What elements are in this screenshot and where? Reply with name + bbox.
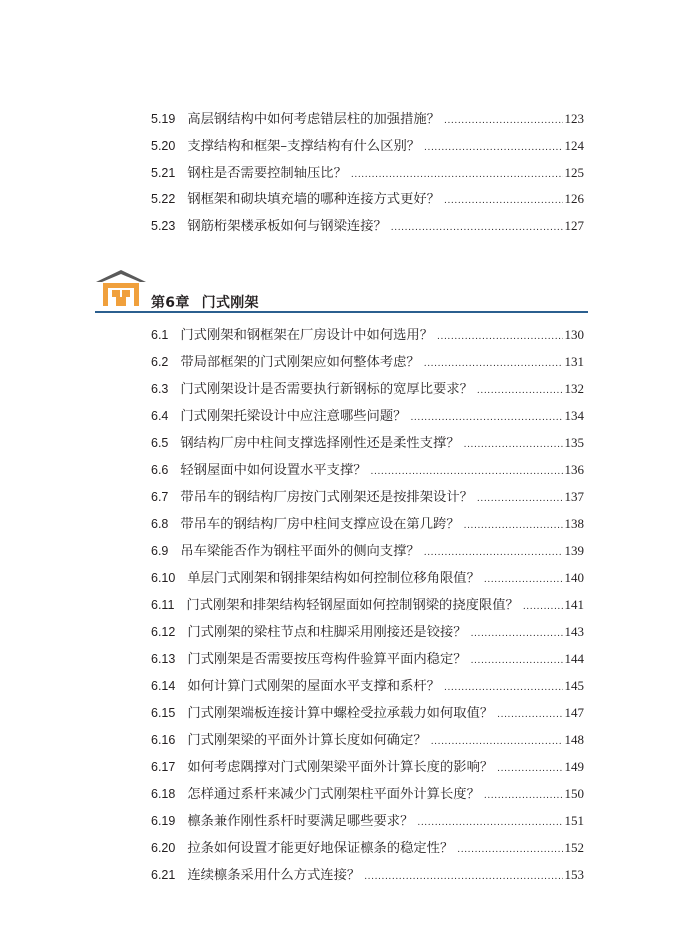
toc-entry-number: 5.20 — [151, 138, 176, 153]
toc-leader-dots — [464, 513, 563, 540]
toc-entry-page: 123 — [564, 111, 584, 126]
toc-entry[interactable] — [151, 510, 584, 537]
toc-leader-dots — [477, 378, 563, 405]
toc-leader-dots — [424, 135, 562, 162]
toc-entry-page: 144 — [564, 651, 584, 666]
toc-entry-number: 6.18 — [151, 787, 176, 801]
toc-entry[interactable] — [151, 726, 584, 753]
toc-entry-number: 6.1 — [151, 328, 169, 342]
toc-entry-page: 126 — [564, 191, 584, 207]
toc-entry[interactable] — [151, 807, 584, 834]
toc-entry-title: 钢结构厂房中柱间支撑选择刚性还是柔性支撑？ — [180, 436, 460, 451]
toc-entry-number: 6.13 — [151, 652, 176, 666]
toc-entry-number: 6.4 — [151, 409, 169, 423]
toc-entry-title: 门式刚架梁的平面外计算长度如何确定？ — [187, 733, 427, 748]
toc-entry-title: 钢筋桁架楼承板如何与钢梁连接？ — [187, 219, 387, 235]
toc-entry-title: 支撑结构和框架–支撑结构有什么区别？ — [187, 138, 421, 154]
toc-entry-number: 6.9 — [151, 544, 169, 558]
toc-entry[interactable] — [151, 321, 584, 348]
toc-entry-number: 6.6 — [151, 463, 169, 477]
toc-entry-title: 吊车梁能否作为钢柱平面外的侧向支撑？ — [180, 544, 420, 559]
toc-entry-page: 145 — [564, 678, 584, 693]
toc-entry-title: 门式刚架和钢框架在厂房设计中如何选用？ — [180, 328, 434, 343]
toc-entry-page: 132 — [564, 381, 584, 396]
toc-entry-number: 6.12 — [151, 625, 176, 639]
toc-entry-number: 5.22 — [151, 192, 176, 207]
toc-entry[interactable] — [151, 160, 584, 187]
toc-leader-dots — [484, 783, 563, 810]
toc-entry-page: 135 — [564, 435, 584, 450]
toc-entry-title: 门式刚架设计是否需要执行新钢标的宽厚比要求？ — [180, 382, 473, 397]
toc-entry-page: 124 — [564, 137, 584, 153]
toc-leader-dots — [391, 215, 563, 242]
toc-entry-title: 门式刚架是否需要按压弯构件验算平面内稳定？ — [187, 652, 467, 667]
toc-entry-page: 149 — [564, 759, 584, 774]
toc-entry-page: 127 — [564, 218, 584, 234]
toc-entry-number: 5.19 — [151, 112, 176, 126]
toc-entry-title: 檩条兼作刚性系杆时要满足哪些要求？ — [187, 814, 414, 829]
toc-leader-dots — [471, 621, 563, 648]
toc-leader-dots — [497, 756, 562, 783]
toc-entry-title: 带吊车的钢结构厂房按门式刚架还是按排架设计？ — [180, 490, 473, 505]
toc-entry[interactable] — [151, 861, 584, 888]
toc-entry[interactable] — [151, 483, 584, 510]
toc-entry-title: 带局部框架的门式刚架应如何整体考虑？ — [180, 355, 420, 370]
chapter-divider — [95, 311, 588, 313]
toc-entry-number: 6.2 — [151, 355, 169, 369]
toc-entry-title: 如何计算门式刚架的屋面水平支撑和系杆？ — [187, 679, 440, 694]
toc-leader-dots — [444, 675, 563, 702]
toc-entry-number: 6.21 — [151, 868, 176, 882]
toc-leader-dots — [471, 648, 563, 675]
toc-entry-number: 6.17 — [151, 760, 176, 774]
toc-entry-number: 6.8 — [151, 517, 169, 531]
toc-entry-page: 130 — [564, 327, 584, 342]
toc-entry-title: 怎样通过系杆来减少门式刚架柱平面外计算长度？ — [187, 787, 480, 802]
toc-entry-title: 门式刚架和排架结构轻钢屋面如何控制钢梁的挠度限值？ — [186, 598, 519, 613]
toc-entry[interactable] — [151, 133, 584, 160]
toc-entry[interactable] — [151, 106, 584, 133]
toc-leader-dots — [424, 540, 563, 567]
toc-entry-title: 连续檩条采用什么方式连接？ — [187, 868, 361, 883]
toc-entry-title: 门式刚架托梁设计中应注意哪些问题？ — [180, 409, 407, 424]
toc-entry-title: 门式刚架端板连接计算中螺栓受拉承载力如何取值？ — [187, 706, 494, 721]
toc-entry-number: 6.7 — [151, 490, 169, 504]
toc-leader-dots — [371, 459, 563, 486]
toc-entry[interactable] — [151, 780, 584, 807]
toc-entry[interactable] — [151, 375, 584, 402]
toc-entry-page: 151 — [564, 813, 584, 828]
toc-leader-dots — [484, 567, 563, 594]
toc-entry[interactable] — [151, 618, 584, 645]
toc-leader-dots — [523, 594, 563, 621]
toc-leader-dots — [351, 162, 563, 189]
toc-entry-title: 钢框架和砌块填充墙的哪种连接方式更好？ — [187, 192, 440, 208]
toc-entry[interactable] — [151, 537, 584, 564]
chapter-name: 门式刚架 — [201, 295, 259, 311]
chapter-6-header — [95, 268, 588, 313]
toc-entry-title: 高层钢结构中如何考虑错层柱的加强措施？ — [187, 112, 440, 127]
toc-entry[interactable] — [151, 402, 584, 429]
toc-entry-page: 147 — [564, 705, 584, 720]
toc-entry[interactable] — [151, 645, 584, 672]
toc-entry-number: 6.11 — [151, 598, 175, 612]
toc-entry-page: 137 — [564, 489, 584, 504]
toc-entry-title: 门式刚架的梁柱节点和柱脚采用刚接还是铰接？ — [187, 625, 467, 640]
toc-leader-dots — [497, 702, 562, 729]
toc-entry-number: 6.3 — [151, 382, 169, 396]
toc-leader-dots — [444, 188, 563, 215]
toc-entry-page: 136 — [564, 462, 584, 477]
house-icon — [95, 268, 147, 308]
toc-entry-page: 139 — [564, 543, 584, 558]
toc-entry-title: 如何考虑隅撑对门式刚架梁平面外计算长度的影响？ — [187, 760, 494, 775]
toc-entry-page: 138 — [564, 516, 584, 531]
toc-leader-dots — [364, 864, 562, 891]
toc-entry[interactable] — [151, 429, 584, 456]
toc-section-chapter5 — [151, 106, 584, 240]
toc-entry-page: 150 — [564, 786, 584, 801]
toc-entry-title: 带吊车的钢结构厂房中柱间支撑应设在第几跨？ — [180, 517, 460, 532]
toc-entry-number: 5.23 — [151, 219, 176, 234]
toc-entry[interactable] — [151, 213, 584, 240]
toc-entry[interactable] — [151, 348, 584, 375]
chapter-number: 第6章 — [151, 295, 190, 311]
toc-entry-title: 轻钢屋面中如何设置水平支撑？ — [180, 463, 367, 478]
toc-entry-page: 148 — [564, 732, 584, 747]
chapter-title — [151, 292, 259, 312]
toc-leader-dots — [477, 486, 563, 513]
toc-entry-page: 131 — [564, 354, 584, 369]
toc-entry[interactable] — [151, 699, 584, 726]
toc-entry-title: 拉条如何设置才能更好地保证檩条的稳定性？ — [187, 841, 454, 856]
toc-entry-number: 6.15 — [151, 706, 176, 720]
toc-leader-dots — [431, 729, 563, 756]
toc-leader-dots — [417, 810, 562, 837]
toc-entry-page: 152 — [564, 840, 584, 855]
toc-leader-dots — [457, 837, 562, 864]
toc-entry-number: 6.20 — [151, 841, 176, 855]
toc-entry-title: 单层门式刚架和钢排架结构如何控制位移角限值？ — [187, 571, 480, 586]
toc-leader-dots — [444, 108, 563, 135]
toc-entry[interactable] — [151, 672, 584, 699]
toc-entry[interactable] — [151, 753, 584, 780]
toc-leader-dots — [464, 432, 563, 459]
toc-entry[interactable] — [151, 834, 584, 861]
toc-leader-dots — [410, 405, 562, 432]
toc-entry[interactable] — [151, 564, 584, 591]
toc-entry-page: 125 — [564, 164, 584, 180]
toc-entry-page: 134 — [564, 408, 584, 423]
toc-entry-number: 6.5 — [151, 436, 169, 450]
toc-entry-number: 6.16 — [151, 733, 176, 747]
toc-entry-number: 6.10 — [151, 571, 176, 585]
toc-entry[interactable] — [151, 186, 584, 213]
toc-entry-page: 153 — [564, 867, 584, 882]
toc-leader-dots — [437, 324, 562, 351]
toc-leader-dots — [424, 351, 563, 378]
toc-entry-number: 6.14 — [151, 679, 176, 693]
toc-entry-page: 141 — [564, 597, 584, 612]
toc-entry[interactable] — [151, 456, 584, 483]
toc-entry[interactable] — [151, 591, 584, 618]
toc-entry-page: 140 — [564, 570, 584, 585]
toc-entry-number: 6.19 — [151, 814, 176, 828]
toc-entry-title: 钢柱是否需要控制轴压比？ — [187, 165, 347, 181]
toc-entry-number: 5.21 — [151, 165, 176, 180]
toc-section-chapter6 — [151, 321, 584, 888]
toc-entry-page: 143 — [564, 624, 584, 639]
